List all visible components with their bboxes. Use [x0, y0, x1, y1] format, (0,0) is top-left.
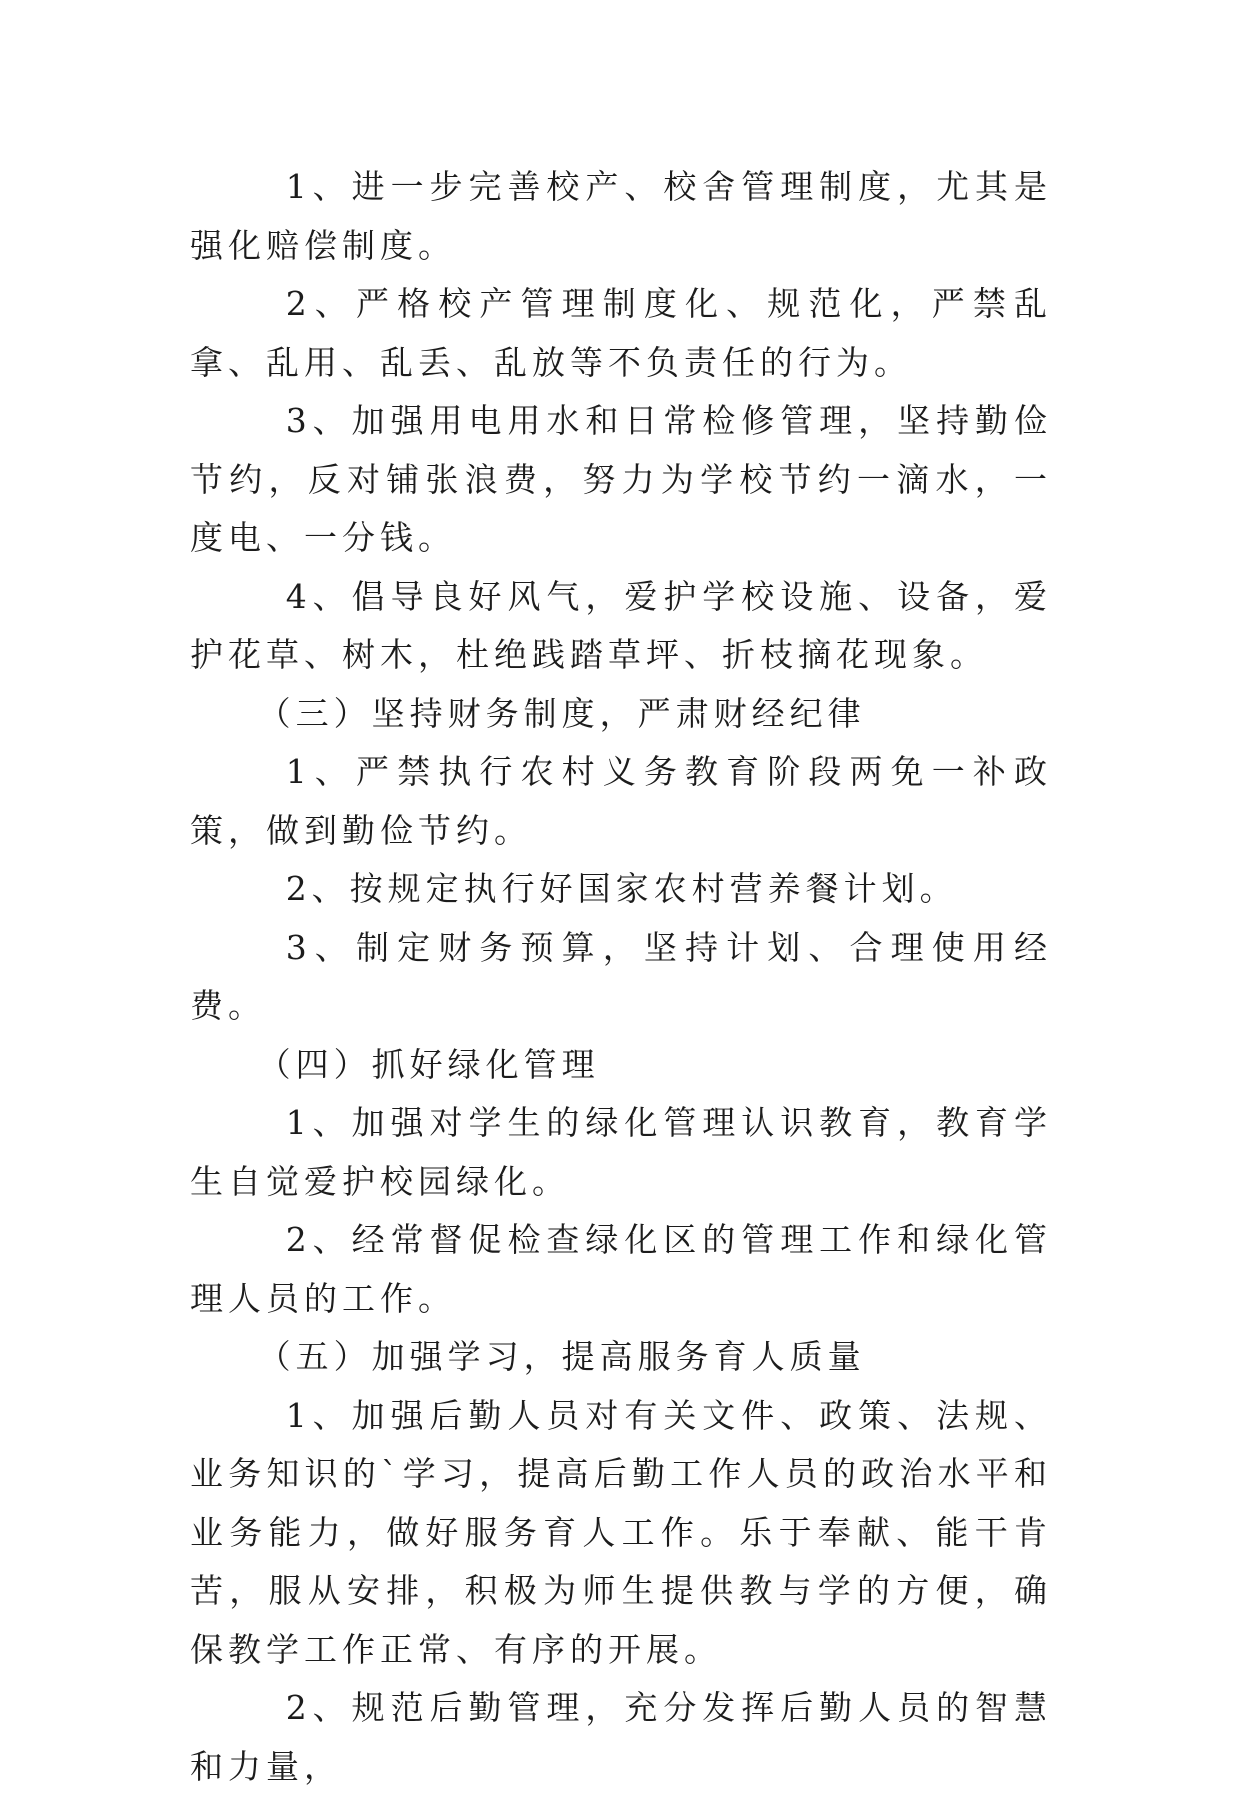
paragraph-item-2: 2、严格校产管理制度化、规范化，严禁乱拿、乱用、乱丢、乱放等不负责任的行为。 [190, 284, 1052, 382]
paragraph-item-4: 4、倡导良好风气，爱护学校设施、设备，爱护花草、树木，杜绝践踏草坪、折枝摘花现象。 [190, 576, 1052, 674]
paragraph-learning-2: 2、规范后勤管理，充分发挥后勤人员的智慧和力量， [190, 1688, 1052, 1786]
paragraph-finance-1: 1、严禁执行农村义务教育阶段两免一补政策，做到勤俭节约。 [190, 752, 1052, 850]
paragraph-learning-1: 1、加强后勤人员对有关文件、政策、法规、业务知识的`学习，提高后勤工作人员的政治水平和业务能力，做好服务育人工作。乐于奉献、能干肯苦，服从安排，积极为师生提供教与学的方便，确保教学工作正常、有序的开展。 [190, 1395, 1052, 1669]
paragraph-greening-2: 2、经常督促检查绿化区的管理工作和绿化管理人员的工作。 [190, 1220, 1052, 1318]
paragraph-finance-2: 2、按规定执行好国家农村营养餐计划。 [285, 869, 958, 908]
paragraph-greening-1: 1、加强对学生的绿化管理认识教育，教育学生自觉爱护校园绿化。 [190, 1103, 1052, 1201]
document-body [190, 158, 1052, 1796]
section-heading-finance: （三）坚持财务制度，严肃财经纪律 [257, 693, 866, 733]
section-heading-learning: （五）加强学习，提高服务育人质量 [257, 1337, 866, 1376]
section-heading-greening: （四）抓好绿化管理 [257, 1044, 600, 1084]
paragraph-item-1: 1、进一步完善校产、校舍管理制度，尤其是强化赔偿制度。 [190, 167, 1052, 265]
paragraph-finance-3: 3、制定财务预算，坚持计划、合理使用经费。 [190, 927, 1052, 1025]
paragraph-item-3: 3、加强用电用水和日常检修管理，坚持勤俭节约，反对铺张浪费，努力为学校节约一滴水，一度电、一分钱。 [190, 401, 1052, 557]
